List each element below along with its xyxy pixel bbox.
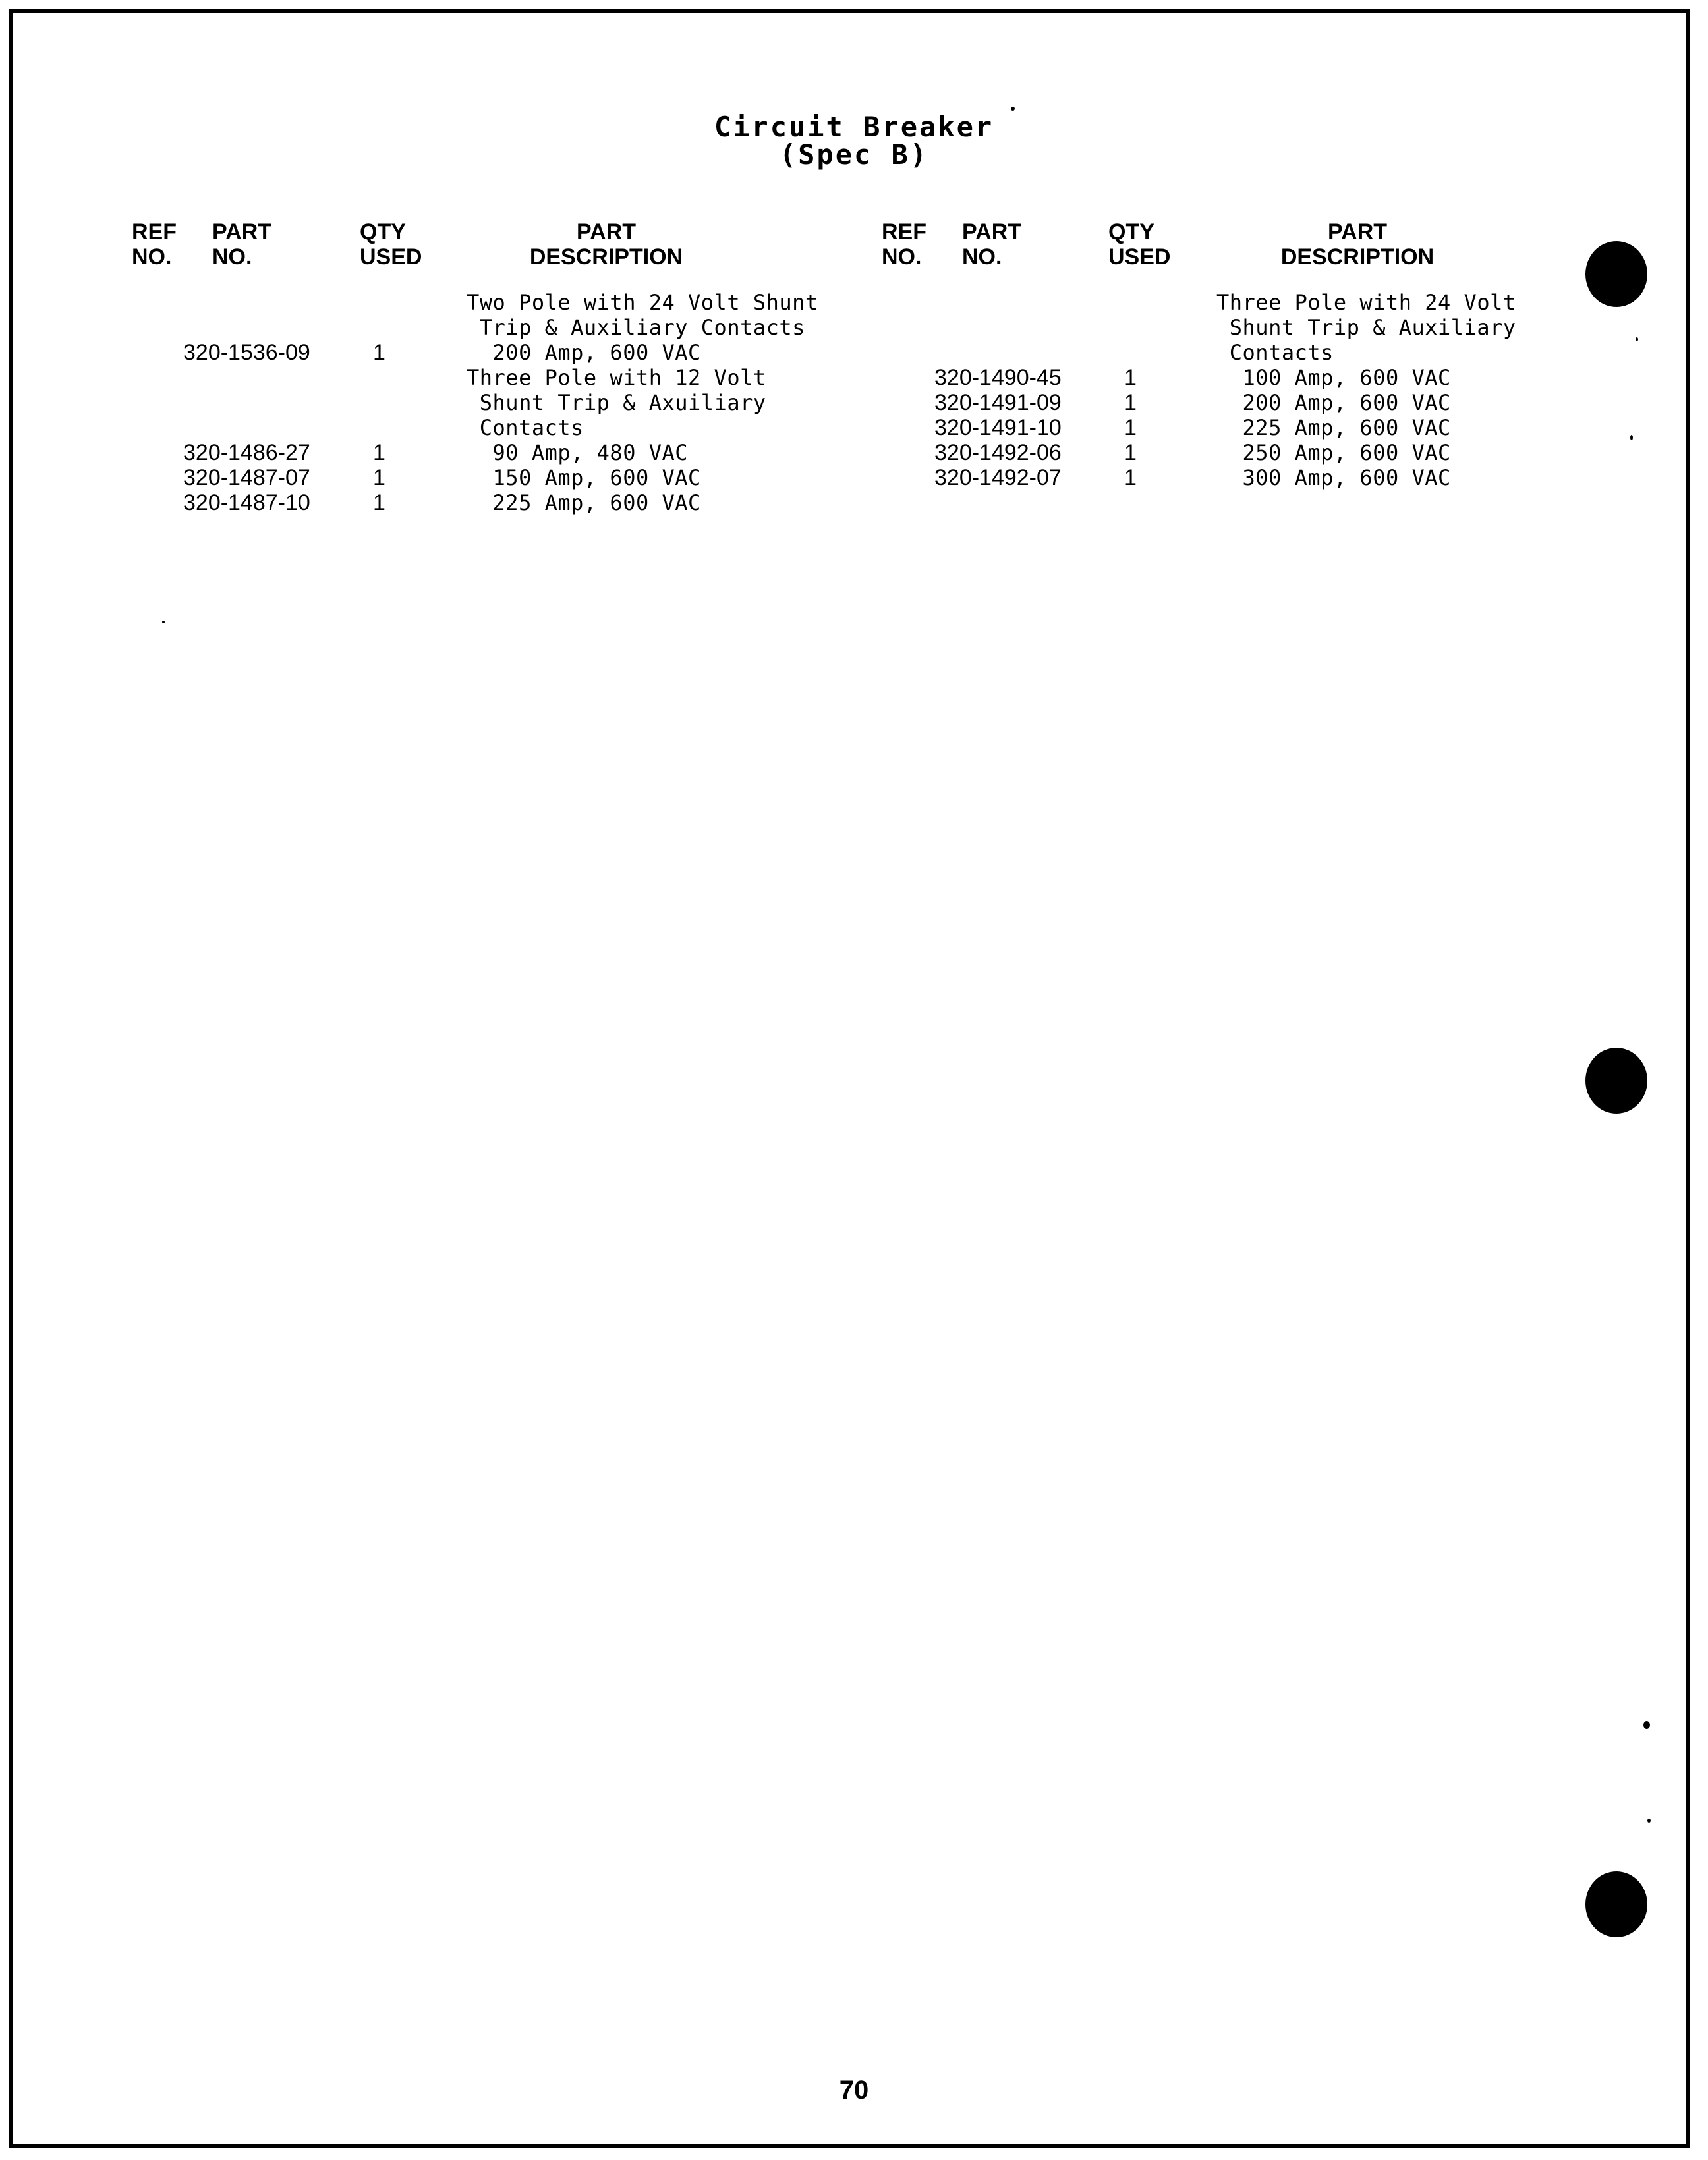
- right-row-6-qty: 1: [1124, 415, 1137, 440]
- right-header-part-line2: NO.: [962, 244, 1002, 270]
- left-row-4-description: Three Pole with 12 Volt: [467, 365, 766, 390]
- right-header-desc-line1: PART: [1327, 219, 1388, 244]
- right-row-4-qty: 1: [1124, 365, 1137, 390]
- left-header-desc-line1: PART: [576, 219, 637, 244]
- right-header-part-description: [1265, 219, 1450, 270]
- left-row-3-description: 200 Amp, 600 VAC: [467, 340, 701, 365]
- left-row-6-description: Contacts: [467, 415, 584, 440]
- right-header-ref-line2: NO.: [882, 244, 922, 270]
- scan-speck: [1011, 107, 1015, 111]
- right-row-5-qty: 1: [1124, 390, 1137, 415]
- left-row-9-qty: 1: [373, 490, 385, 515]
- right-row-4-part-no: 320-1490-45: [934, 365, 1062, 390]
- right-header-part-line1: PART: [962, 219, 1022, 244]
- left-row-2-description: Trip & Auxiliary Contacts: [467, 315, 805, 340]
- left-row-1-description: Two Pole with 24 Volt Shunt: [467, 290, 818, 315]
- punch-hole-middle: [1585, 1048, 1647, 1114]
- right-row-7-description: 250 Amp, 600 VAC: [1216, 440, 1451, 465]
- right-row-8-description: 300 Amp, 600 VAC: [1216, 465, 1451, 490]
- right-header-desc-line2: DESCRIPTION: [1280, 244, 1435, 270]
- left-row-8-part-no: 320-1487-07: [183, 465, 310, 490]
- scan-speck: [162, 621, 165, 623]
- left-header-qty-line2: USED: [360, 244, 422, 270]
- scan-speck: [1630, 435, 1633, 440]
- left-row-3-qty: 1: [373, 340, 385, 365]
- left-row-7-qty: 1: [373, 440, 385, 465]
- left-header-part-description: [514, 219, 698, 270]
- right-row-5-description: 200 Amp, 600 VAC: [1216, 390, 1451, 415]
- right-row-4-description: 100 Amp, 600 VAC: [1216, 365, 1451, 390]
- right-row-8-part-no: 320-1492-07: [934, 465, 1062, 490]
- left-row-8-description: 150 Amp, 600 VAC: [467, 465, 701, 490]
- left-header-ref-line2: NO.: [132, 244, 172, 270]
- page-number: 70: [839, 2076, 869, 2105]
- left-row-5-description: Shunt Trip & Axuiliary: [467, 390, 766, 415]
- left-row-7-description: 90 Amp, 480 VAC: [467, 440, 689, 465]
- right-header-qty-line2: USED: [1108, 244, 1171, 270]
- punch-hole-top: [1585, 241, 1647, 307]
- right-row-5-part-no: 320-1491-09: [934, 390, 1062, 415]
- right-header-qty-line1: QTY: [1108, 219, 1154, 244]
- left-header-qty-line1: QTY: [360, 219, 406, 244]
- right-row-1-description: Three Pole with 24 Volt: [1216, 290, 1516, 315]
- right-row-3-description: Contacts: [1216, 340, 1334, 365]
- right-header-ref-line1: REF: [882, 219, 926, 244]
- left-header-qty-used: [360, 219, 422, 270]
- left-header-ref-no: [132, 219, 177, 270]
- scan-speck: [1636, 337, 1638, 341]
- left-row-9-part-no: 320-1487-10: [183, 490, 310, 515]
- right-row-6-description: 225 Amp, 600 VAC: [1216, 415, 1451, 440]
- left-row-3-part-no: 320-1536-09: [183, 340, 310, 365]
- right-row-2-description: Shunt Trip & Auxiliary: [1216, 315, 1516, 340]
- left-row-7-part-no: 320-1486-27: [183, 440, 310, 465]
- right-row-8-qty: 1: [1124, 465, 1137, 490]
- right-header-qty-used: [1108, 219, 1170, 270]
- right-row-7-qty: 1: [1124, 440, 1137, 465]
- right-header-part-no: [962, 219, 1021, 270]
- left-header-ref-line1: REF: [132, 219, 177, 244]
- right-header-ref-no: [882, 219, 926, 270]
- right-row-7-part-no: 320-1492-06: [934, 440, 1062, 465]
- left-header-part-line1: PART: [212, 219, 272, 244]
- punch-hole-bottom: [1585, 1871, 1647, 1937]
- scan-speck: [1643, 1721, 1650, 1729]
- left-header-part-no: [212, 219, 271, 270]
- left-header-desc-line2: DESCRIPTION: [529, 244, 683, 270]
- page-subtitle: (Spec B): [779, 138, 929, 171]
- right-row-6-part-no: 320-1491-10: [934, 415, 1062, 440]
- scan-speck: [1647, 1819, 1651, 1823]
- left-row-9-description: 225 Amp, 600 VAC: [467, 490, 701, 515]
- left-header-part-line2: NO.: [212, 244, 252, 270]
- left-row-8-qty: 1: [373, 465, 385, 490]
- page-title: Circuit Breaker: [714, 111, 994, 143]
